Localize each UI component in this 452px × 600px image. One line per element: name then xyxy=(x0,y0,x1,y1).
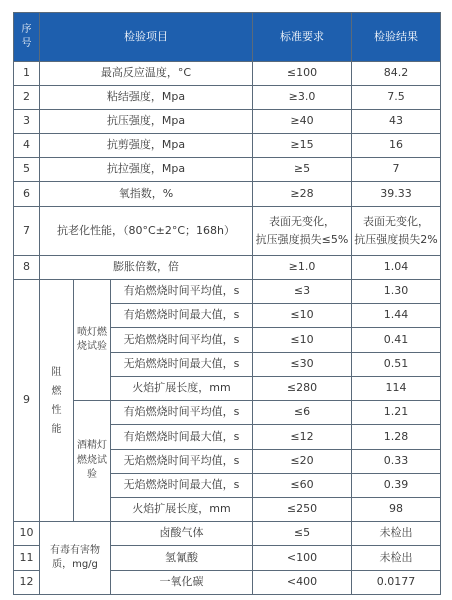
header-no: 序 号 xyxy=(14,13,40,62)
row-result: 0.51 xyxy=(352,353,441,377)
row-standard: <100 xyxy=(253,546,352,571)
row-standard: ≥5 xyxy=(253,158,352,182)
row-result: 未检出 xyxy=(352,546,441,571)
row-item: 无焰燃烧时间平均值，s xyxy=(111,450,253,474)
test-results-table-container xyxy=(13,12,441,595)
row-result: 0.33 xyxy=(352,450,441,474)
row-standard: ≤20 xyxy=(253,450,352,474)
row-standard: ≤10 xyxy=(253,304,352,328)
row-item: 无焰燃烧时间最大值，s xyxy=(111,474,253,498)
test-results-table xyxy=(13,12,441,595)
row-standard: ≤30 xyxy=(253,353,352,377)
row-result: 7 xyxy=(352,158,441,182)
table-row xyxy=(14,158,441,182)
row-standard: ≤60 xyxy=(253,474,352,498)
row-item: 一氧化碳 xyxy=(111,571,253,595)
row-no: 12 xyxy=(14,571,40,595)
row-no: 7 xyxy=(14,207,40,256)
header-result: 检验结果 xyxy=(352,13,441,62)
row-item: 无焰燃烧时间最大值，s xyxy=(111,353,253,377)
row-standard: ≤5 xyxy=(253,522,352,546)
row-result: 0.41 xyxy=(352,328,441,353)
row-standard: ≤10 xyxy=(253,328,352,353)
row-result: 1.21 xyxy=(352,401,441,425)
row-item: 有焰燃烧时间平均值，s xyxy=(111,280,253,304)
row-standard: ≤100 xyxy=(253,62,352,86)
row-result: 1.04 xyxy=(352,256,441,280)
header-standard: 标准要求 xyxy=(253,13,352,62)
row-no: 8 xyxy=(14,256,40,280)
row-result: 0.39 xyxy=(352,474,441,498)
row-item: 卤酸气体 xyxy=(111,522,253,546)
row-standard: ≥40 xyxy=(253,110,352,134)
row-result: 84.2 xyxy=(352,62,441,86)
row-no: 5 xyxy=(14,158,40,182)
row-standard: ≥1.0 xyxy=(253,256,352,280)
row-result: 43 xyxy=(352,110,441,134)
row-result: 114 xyxy=(352,377,441,401)
row-item: 有焰燃烧时间最大值，s xyxy=(111,304,253,328)
row-result: 16 xyxy=(352,134,441,158)
row-result: 1.30 xyxy=(352,280,441,304)
row-standard: ≤12 xyxy=(253,425,352,450)
table-row xyxy=(14,401,441,425)
row-item: 粘结强度，Mpa xyxy=(40,86,253,110)
table-row xyxy=(14,62,441,86)
row-item: 火焰扩展长度，mm xyxy=(111,498,253,522)
row-item: 氢氰酸 xyxy=(111,546,253,571)
header-row xyxy=(14,13,441,62)
row-result: 7.5 xyxy=(352,86,441,110)
toxic-group-label: 有毒有害物 质，mg/g xyxy=(40,522,111,595)
row-item: 抗压强度，Mpa xyxy=(40,110,253,134)
alcohol-lamp-test-label: 酒精灯 燃烧试 验 xyxy=(74,401,111,522)
row-result: 表面无变化， 抗压强度损失2% xyxy=(352,207,441,256)
row-result: 1.28 xyxy=(352,425,441,450)
flame-no: 9 xyxy=(14,280,40,522)
row-result: 0.0177 xyxy=(352,571,441,595)
row-no: 4 xyxy=(14,134,40,158)
row-item: 抗老化性能，（80°C±2°C；168h） xyxy=(40,207,253,256)
row-standard: ≤3 xyxy=(253,280,352,304)
row-standard: ≤280 xyxy=(253,377,352,401)
row-result: 未检出 xyxy=(352,522,441,546)
row-standard: ≥28 xyxy=(253,182,352,207)
row-item: 最高反应温度，°C xyxy=(40,62,253,86)
table-row xyxy=(14,522,441,546)
row-item: 抗拉强度，Mpa xyxy=(40,158,253,182)
row-result: 39.33 xyxy=(352,182,441,207)
row-standard: 表面无变化， 抗压强度损失≤5% xyxy=(253,207,352,256)
row-item: 氧指数，% xyxy=(40,182,253,207)
table-row xyxy=(14,182,441,207)
table-row xyxy=(14,86,441,110)
row-result: 98 xyxy=(352,498,441,522)
table-row xyxy=(14,280,441,304)
row-item: 有焰燃烧时间平均值，s xyxy=(111,401,253,425)
row-item: 膨胀倍数，倍 xyxy=(40,256,253,280)
header-item: 检验项目 xyxy=(40,13,253,62)
row-no: 1 xyxy=(14,62,40,86)
row-no: 11 xyxy=(14,546,40,571)
table-row xyxy=(14,134,441,158)
row-no: 6 xyxy=(14,182,40,207)
row-standard: ≤250 xyxy=(253,498,352,522)
row-item: 有焰燃烧时间最大值，s xyxy=(111,425,253,450)
row-no: 10 xyxy=(14,522,40,546)
row-standard: ≥15 xyxy=(253,134,352,158)
row-standard: ≥3.0 xyxy=(253,86,352,110)
row-item: 火焰扩展长度，mm xyxy=(111,377,253,401)
row-item: 无焰燃烧时间平均值，s xyxy=(111,328,253,353)
row-standard: ≤6 xyxy=(253,401,352,425)
flame-group-label: 阻 燃 性 能 xyxy=(40,280,74,522)
table-row xyxy=(14,256,441,280)
row-standard: <400 xyxy=(253,571,352,595)
row-no: 3 xyxy=(14,110,40,134)
row-item: 抗剪强度，Mpa xyxy=(40,134,253,158)
table-row xyxy=(14,207,441,256)
torch-test-label: 喷灯燃 烧试验 xyxy=(74,280,111,401)
row-no: 2 xyxy=(14,86,40,110)
table-row xyxy=(14,110,441,134)
row-result: 1.44 xyxy=(352,304,441,328)
